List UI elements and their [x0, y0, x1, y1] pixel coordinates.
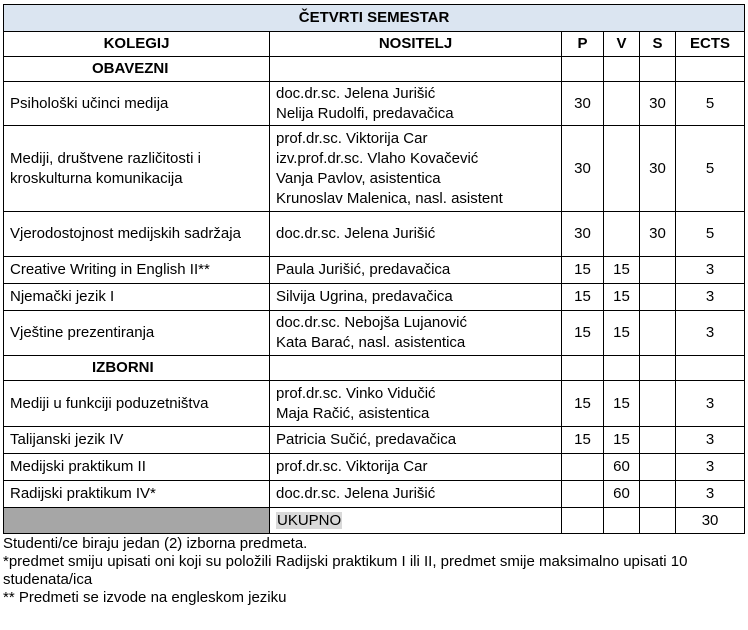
lecturer-name: Krunoslav Malenica, nasl. asistent [276, 189, 503, 207]
ects-value: 3 [676, 481, 745, 508]
course-name: Medijski praktikum II [4, 454, 270, 481]
lecturer-name: Maja Račić, asistentica [276, 404, 430, 422]
semester-table [3, 4, 745, 534]
lecturer-name: prof.dr.sc. Viktorija Car [276, 458, 428, 475]
course-row [4, 126, 745, 212]
ects-value: 3 [676, 311, 745, 356]
hours-s [640, 284, 676, 311]
section-label-mandatory: OBAVEZNI [4, 57, 270, 82]
course-row [4, 284, 745, 311]
ects-value: 5 [676, 126, 745, 212]
course-name: Vještine prezentiranja [4, 311, 270, 356]
lecturer-name: Paula Jurišić, predavačica [276, 261, 451, 278]
hours-v: 15 [604, 257, 640, 284]
hours-p: 15 [562, 311, 604, 356]
hours-p [562, 481, 604, 508]
lecturer-cell [270, 82, 562, 126]
ects-value: 5 [676, 82, 745, 126]
lecturer-name: Nelija Rudolfi, predavačica [276, 104, 454, 122]
header-v: V [604, 32, 640, 57]
course-name: Mediji u funkciji poduzetništva [4, 381, 270, 427]
hours-v: 15 [604, 284, 640, 311]
lecturer-name: Kata Barać, nasl. asistentica [276, 334, 466, 351]
section-row-elective [4, 356, 745, 381]
empty-cell [604, 508, 640, 534]
empty-cell [640, 57, 676, 82]
ects-value: 3 [676, 454, 745, 481]
hours-v: 60 [604, 481, 640, 508]
hours-v [604, 212, 640, 257]
title-row [4, 5, 745, 32]
hours-p: 15 [562, 427, 604, 454]
lecturer-cell [270, 311, 562, 356]
course-row [4, 311, 745, 356]
course-row [4, 454, 745, 481]
lecturer-name: prof.dr.sc. Vinko Vidučić [276, 384, 436, 402]
header-lecturer: NOSITELJ [270, 32, 562, 57]
course-name: Vjerodostojnost medijskih sadržaja [4, 212, 270, 257]
hours-p: 30 [562, 212, 604, 257]
empty-cell [562, 57, 604, 82]
course-name: Njemački jezik I [4, 284, 270, 311]
lecturer-name: izv.prof.dr.sc. Vlaho Kovačević [276, 149, 479, 167]
empty-cell [270, 57, 562, 82]
total-label-cell [270, 508, 562, 534]
hours-s [640, 481, 676, 508]
hours-v [604, 82, 640, 126]
hours-p: 15 [562, 257, 604, 284]
lecturer-cell [270, 126, 562, 212]
footnote: Studenti/ce biraju jedan (2) izborna predmeta. [3, 535, 308, 552]
empty-cell [676, 356, 745, 381]
lecturer-name: prof.dr.sc. Viktorija Car [276, 129, 428, 147]
course-name: Psihološki učinci medija [4, 82, 270, 126]
total-label: UKUPNO [277, 511, 342, 529]
hours-v [604, 126, 640, 212]
ects-value: 3 [676, 284, 745, 311]
section-label-elective: IZBORNI [4, 356, 270, 381]
course-row [4, 427, 745, 454]
semester-document [3, 4, 744, 607]
lecturer-cell [270, 212, 562, 257]
ects-value: 3 [676, 427, 745, 454]
header-s: S [640, 32, 676, 57]
section-row-mandatory [4, 57, 745, 82]
lecturer-name: doc.dr.sc. Jelena Jurišić [276, 485, 436, 502]
footnotes [3, 535, 744, 607]
hours-p: 30 [562, 82, 604, 126]
hours-s [640, 427, 676, 454]
header-row [4, 32, 745, 57]
lecturer-name: Silvija Ugrina, predavačica [276, 288, 453, 305]
hours-s [640, 454, 676, 481]
course-name: Creative Writing in English II** [4, 257, 270, 284]
hours-s: 30 [640, 126, 676, 212]
hours-s [640, 257, 676, 284]
hours-v: 60 [604, 454, 640, 481]
ects-value: 3 [676, 257, 745, 284]
course-row [4, 82, 745, 126]
empty-cell [270, 356, 562, 381]
lecturer-name: doc.dr.sc. Nebojša Lujanović [276, 314, 467, 331]
total-ects: 30 [676, 508, 745, 534]
header-ects: ECTS [676, 32, 745, 57]
hours-s: 30 [640, 212, 676, 257]
empty-cell [640, 356, 676, 381]
hours-s: 30 [640, 82, 676, 126]
hours-v: 15 [604, 311, 640, 356]
course-row [4, 381, 745, 427]
lecturer-cell [270, 454, 562, 481]
empty-cell [562, 356, 604, 381]
course-row [4, 481, 745, 508]
hours-v: 15 [604, 381, 640, 427]
course-name: Radijski praktikum IV* [4, 481, 270, 508]
header-course: KOLEGIJ [4, 32, 270, 57]
total-blank-cell [4, 508, 270, 534]
hours-p: 15 [562, 381, 604, 427]
table-title: ČETVRTI SEMESTAR [4, 5, 745, 32]
lecturer-name: Patricia Sučić, predavačica [276, 431, 457, 448]
course-name: Mediji, društvene različitosti i kroskulturna komunikacija [4, 126, 270, 212]
hours-s [640, 381, 676, 427]
lecturer-name: Vanja Pavlov, asistentica [276, 169, 441, 187]
lecturer-name: doc.dr.sc. Jelena Jurišić [276, 84, 436, 102]
footnote: ** Predmeti se izvode na engleskom jeziku [3, 589, 287, 606]
empty-cell [676, 57, 745, 82]
lecturer-cell [270, 257, 562, 284]
hours-p [562, 454, 604, 481]
empty-cell [640, 508, 676, 534]
ects-value: 5 [676, 212, 745, 257]
hours-v: 15 [604, 427, 640, 454]
hours-p: 15 [562, 284, 604, 311]
empty-cell [604, 57, 640, 82]
hours-p: 30 [562, 126, 604, 212]
footnote: *predmet smiju upisati oni koji su položili Radijski praktikum I ili II, predmet smije maksimalno upisati 10 studenata/ica [3, 553, 688, 588]
lecturer-cell [270, 284, 562, 311]
course-name: Talijanski jezik IV [4, 427, 270, 454]
empty-cell [604, 356, 640, 381]
course-row [4, 257, 745, 284]
hours-s [640, 311, 676, 356]
total-row [4, 508, 745, 534]
lecturer-cell [270, 427, 562, 454]
header-p: P [562, 32, 604, 57]
empty-cell [562, 508, 604, 534]
lecturer-name: doc.dr.sc. Jelena Jurišić [276, 225, 436, 242]
lecturer-cell [270, 481, 562, 508]
course-row [4, 212, 745, 257]
ects-value: 3 [676, 381, 745, 427]
lecturer-cell [270, 381, 562, 427]
